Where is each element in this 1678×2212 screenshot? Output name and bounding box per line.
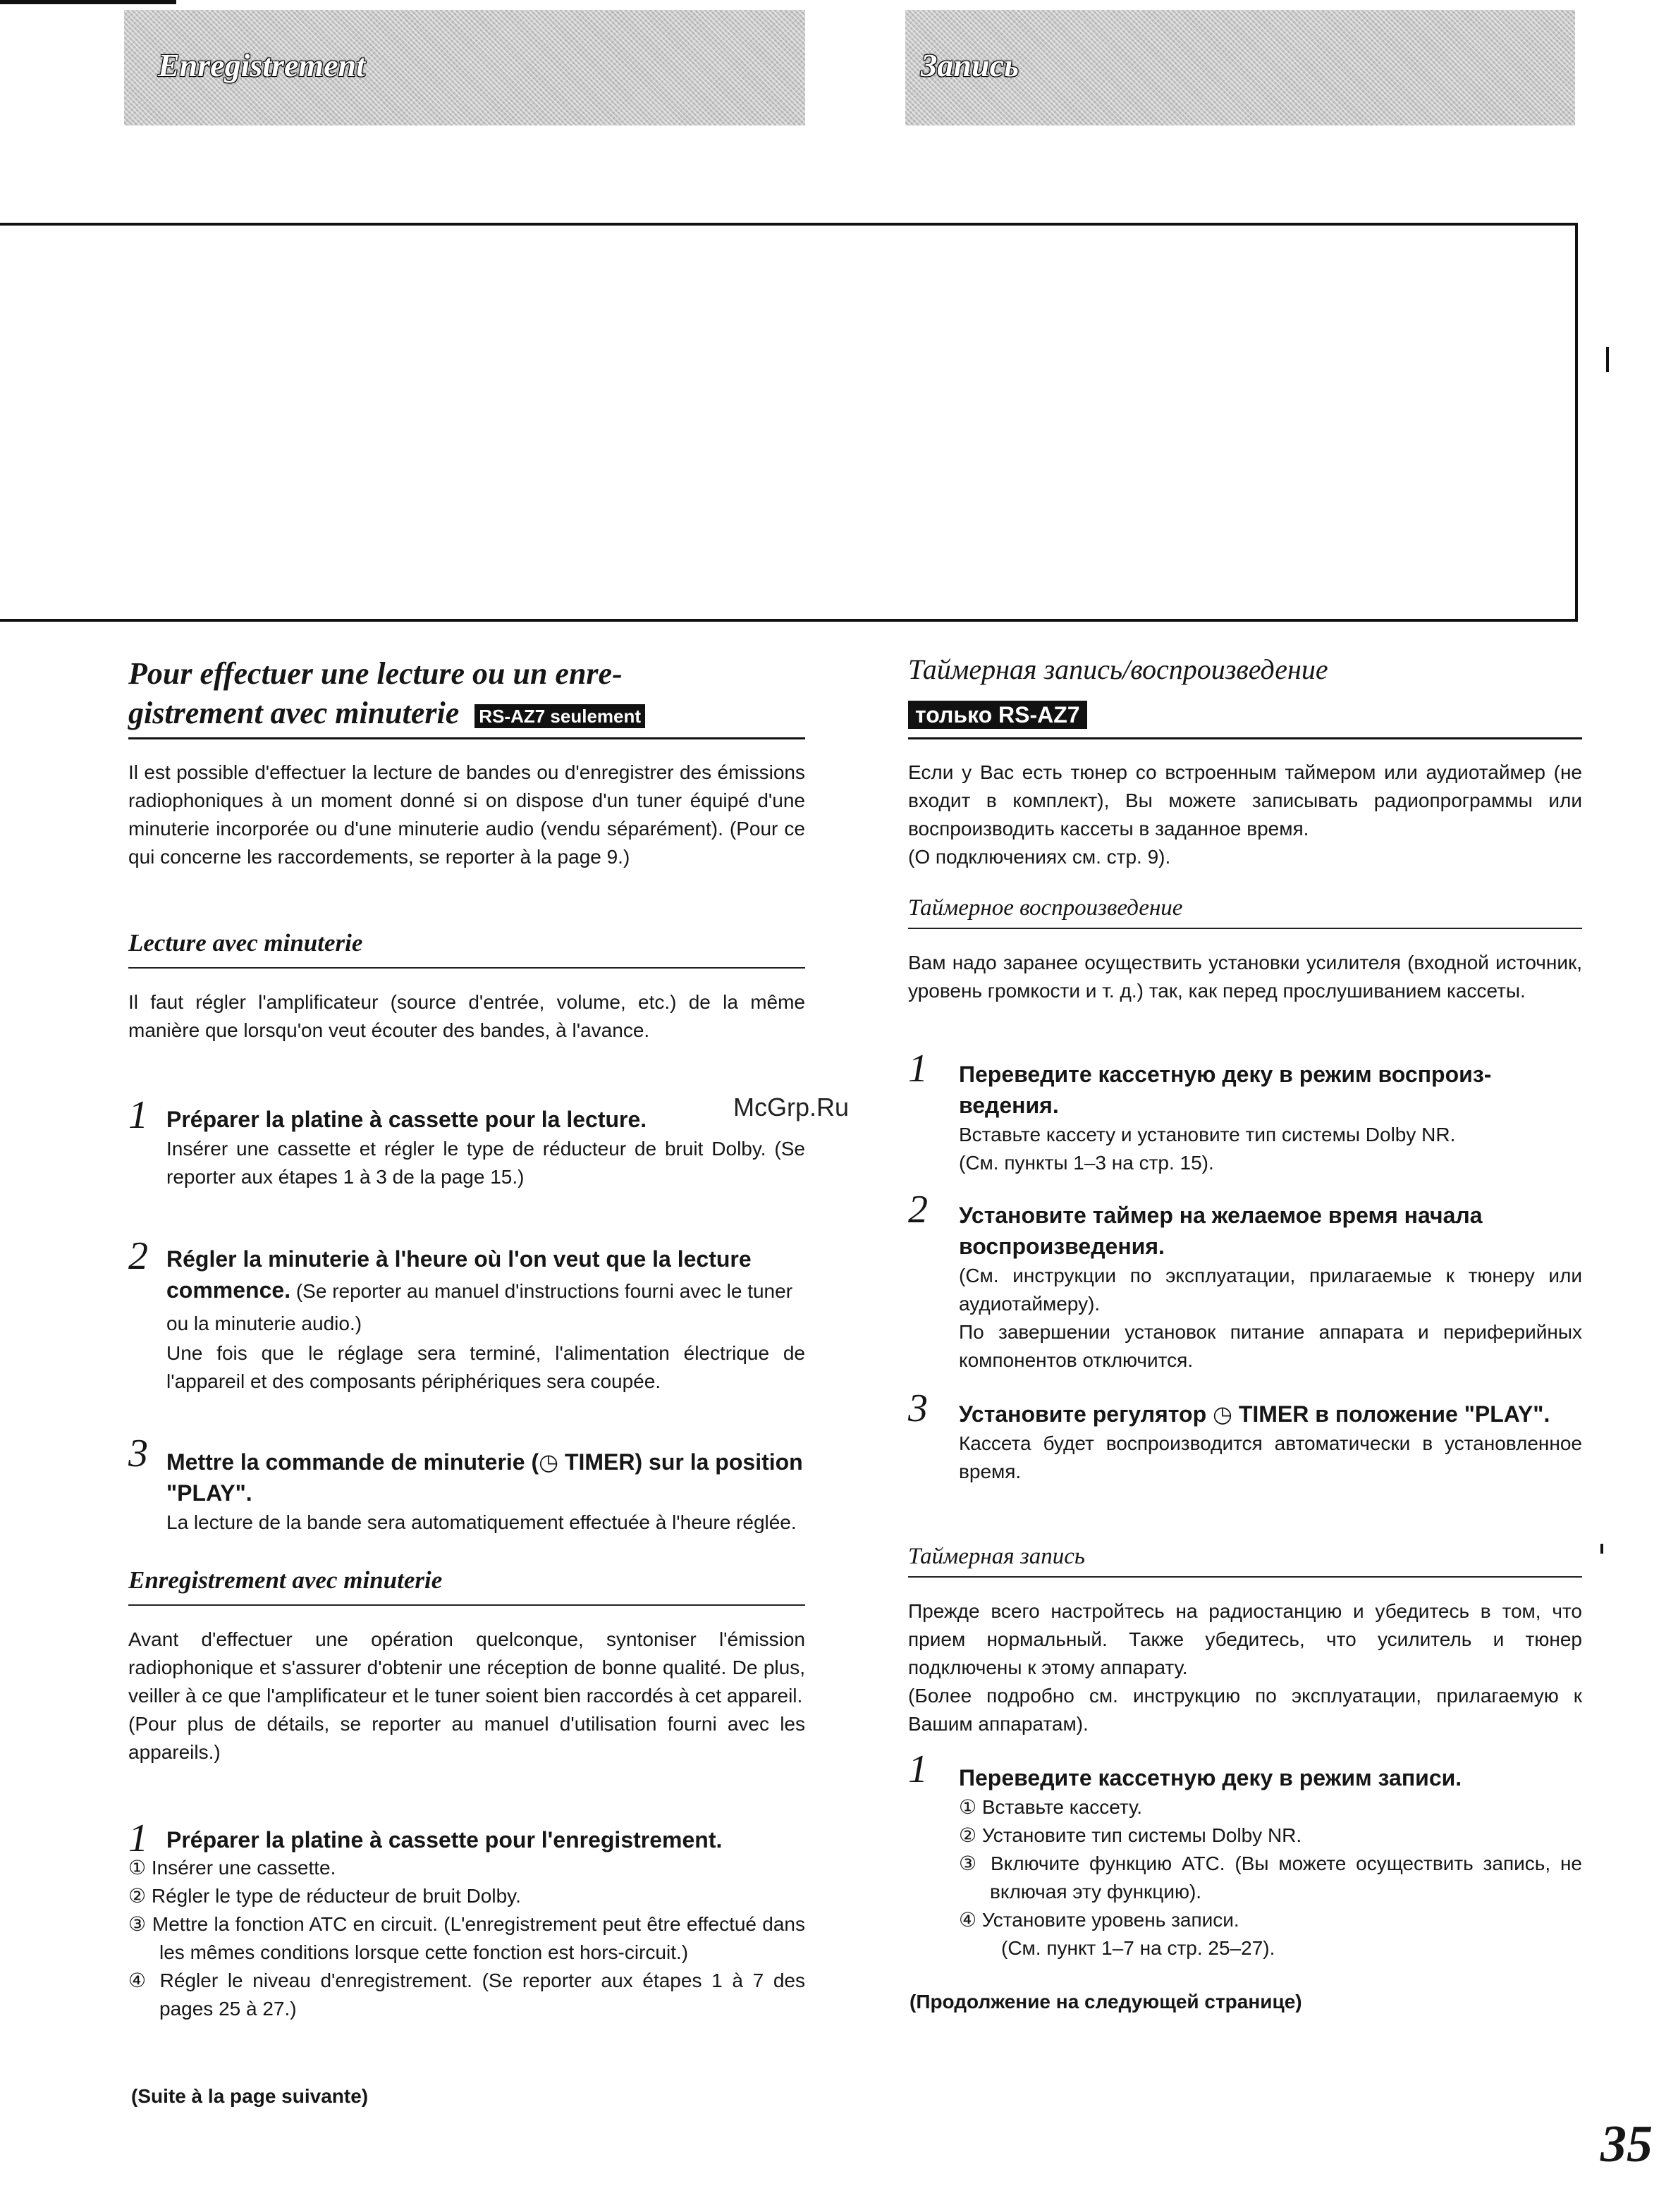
ru-recording-intro2: (Более подробно см. инструкцию по эксплуатации, прилагаемую к Вашим аппаратам). xyxy=(908,1685,1582,1735)
list-item: ① Insérer une cassette. xyxy=(128,1857,336,1879)
fr-playback-rule xyxy=(128,967,805,969)
fr-intro: Il est possible d'effectuer la lecture de bandes ou d'enregistrer des émissions radiophoniques à un moment donné si on dispose d'un tuner équipé d'une minuterie incorporée ou d'une minuterie audio (vendu séparément). (Pour ce qui concerne les raccordements, se reporter à la page 9.) xyxy=(128,761,805,868)
list-item: ② Régler le type de réducteur de bruit Dolby. xyxy=(128,1885,521,1907)
fr-rec-step1-title: Préparer la platine à cassette pour l'enregistrement. xyxy=(166,1827,723,1852)
ru-step2-number: 2 xyxy=(908,1188,928,1231)
fr-rec-step1-number: 1 xyxy=(128,1817,148,1860)
margin-mark xyxy=(1606,347,1609,372)
fr-step2-number: 2 xyxy=(128,1234,148,1278)
margin-dot xyxy=(1600,1544,1603,1554)
ru-step1-body: Вставьте кассету и установите тип системы Dolby NR. xyxy=(959,1124,1456,1145)
fr-step3 xyxy=(166,1446,805,1537)
fr-step2-title-text: Régler la minuterie à l'heure où l'on veut que la lecture commence. xyxy=(166,1246,752,1303)
ru-step3-body: Кассета будет воспроизводится автоматически в установленное время. xyxy=(959,1432,1582,1482)
fr-step2 xyxy=(166,1243,805,1396)
fr-recording-intro: Avant d'effectuer une opération quelconque, syntoniser l'émission radiophonique et s'assurer d'obtenir une réception de bonne qualité. De plus, veiller à ce que l'amplificateur et le tuner soient bien raccordés à cet appareil. xyxy=(128,1628,805,1707)
list-item: ④ Régler le niveau d'enregistrement. (Se reporter aux étapes 1 à 7 des pages 25 à 27.) xyxy=(128,1970,805,2020)
illustration-frame xyxy=(0,223,1578,622)
ru-step1 xyxy=(959,1059,1582,1177)
list-item: ③ Mettre la fonction ATC en circuit. (L'enregistrement peut être effectué dans les mêmes conditions lorsque cette fonction est hors-circuit.) xyxy=(128,1913,805,1963)
fr-step3-title: Mettre la commande de minuterie (◷ TIMER) sur la position "PLAY". xyxy=(166,1449,803,1506)
ru-step2-title: Установите таймер на желаемое время начала воспроизведения. xyxy=(959,1203,1483,1259)
ru-recording-title: Таймерная запись xyxy=(908,1544,1085,1569)
ru-step3-number: 3 xyxy=(908,1387,928,1430)
list-item: (См. пункт 1–7 на стр. 25–27). xyxy=(1001,1937,1275,1959)
ru-playback-title: Таймерное воспроизведение xyxy=(908,895,1183,921)
fr-heading-line1: Pour effectuer une lecture ou un enre- xyxy=(128,656,623,691)
fr-step2-body: Une fois que le réglage sera terminé, l'alimentation électrique de l'appareil et des composants périphériques sera coupée. xyxy=(166,1342,805,1392)
ru-step2-body2: По завершении установок питание аппарата и периферийных компонентов отключится. xyxy=(959,1321,1582,1371)
ru-intro-block xyxy=(908,758,1582,871)
ru-step1-title: Переведите кассетную деку в режим воспроизведения. xyxy=(959,1062,1492,1118)
list-item: ④ Установите уровень записи. xyxy=(959,1909,1239,1931)
ru-intro2: (О подключениях см. стр. 9). xyxy=(908,846,1171,868)
ru-rec-step1-title: Переведите кассетную деку в режим записи. xyxy=(959,1765,1462,1790)
ru-heading-text: Таймерная запись/воспроизведение xyxy=(908,653,1328,685)
fr-heading-line2 xyxy=(128,694,805,733)
list-item: ② Установите тип системы Dolby NR. xyxy=(959,1824,1302,1846)
ru-playback-intro: Вам надо заранее осуществить установки усилителя (входной источник, уровень громкости и т. д.) так, как перед прослушиванием кассеты. xyxy=(908,952,1582,1002)
fr-step1-title: Préparer la platine à cassette pour la lecture. xyxy=(166,1107,647,1132)
ru-recording-intro-block xyxy=(908,1597,1582,1738)
ru-step2-body: (См. инструкции по эксплуатации, прилагаемые к тюнеру или аудиотаймеру). xyxy=(959,1265,1582,1315)
header-title-ru: Запись xyxy=(921,47,1019,83)
fr-section-heading xyxy=(128,654,805,733)
fr-step3-body: La lecture de la bande sera automatiquement effectuée à l'heure réglée. xyxy=(166,1511,797,1533)
ru-recording-rule xyxy=(908,1576,1582,1578)
header-title-fr: Enregistrement xyxy=(158,47,365,83)
ru-heading-badge-line xyxy=(908,692,1582,732)
ru-model-badge: только RS-AZ7 xyxy=(908,701,1087,729)
ru-recording-intro: Прежде всего настройтесь на радиостанцию и убедитесь в том, что прием нормальный. Также убедитесь, что усилитель и тюнер подключены к этому аппарату. xyxy=(908,1600,1582,1678)
fr-step1-body: Insérer une cassette et régler le type de réducteur de bruit Dolby. (Se reporter aux étapes 1 à 3 de la page 15.) xyxy=(166,1138,805,1188)
fr-step1-number: 1 xyxy=(128,1093,148,1137)
top-edge-line xyxy=(0,0,176,4)
fr-heading-line2-text: gistrement avec minuterie xyxy=(128,696,460,730)
ru-rec-step1-number: 1 xyxy=(908,1747,928,1791)
ru-intro: Если у Вас есть тюнер со встроенным таймером или аудиотаймер (не входит в комплект), Вы можете записывать радиопрограммы или воспроизводить кассеты в заданное время. xyxy=(908,761,1582,840)
watermark: McGrp.Ru xyxy=(733,1093,850,1122)
fr-model-badge: RS-AZ7 seulement xyxy=(474,704,645,728)
fr-step2-title-rest: (Se reporter au manuel d'instructions fourni avec le tuner ou la minuterie audio.) xyxy=(166,1280,793,1334)
ru-step1-number: 1 xyxy=(908,1047,928,1090)
fr-step3-number: 3 xyxy=(128,1432,148,1475)
fr-step1 xyxy=(166,1104,805,1191)
fr-recording-intro2: (Pour plus de détails, se reporter au manuel d'utilisation fourni avec les appareils.) xyxy=(128,1713,805,1763)
ru-step1-body2: (См. пункты 1–3 на стр. 15). xyxy=(959,1152,1214,1174)
fr-recording-rule xyxy=(128,1604,805,1606)
ru-step3 xyxy=(959,1399,1582,1486)
ru-step2 xyxy=(959,1200,1582,1375)
fr-step2-title xyxy=(166,1243,805,1339)
list-item: ③ Включите функцию АТС. (Вы можете осуществить запись, не включая эту функцию). xyxy=(959,1852,1582,1903)
fr-heading-rule xyxy=(128,737,805,739)
ru-section-heading xyxy=(908,650,1582,732)
fr-recording-title: Enregistrement avec minuterie xyxy=(128,1566,443,1594)
fr-playback-intro: Il faut régler l'amplificateur (source d'entrée, volume, etc.) de la même manière que lorsqu'on veut écouter des bandes, à l'avance. xyxy=(128,991,805,1041)
ru-playback-rule xyxy=(908,928,1582,929)
fr-rec-step1-list xyxy=(128,1854,805,2023)
fr-continued-note: (Suite à la page suivante) xyxy=(131,2085,369,2107)
list-item: ① Вставьте кассету. xyxy=(959,1796,1142,1818)
page-number: 35 xyxy=(1600,2115,1653,2173)
fr-recording-intro-block xyxy=(128,1626,805,1766)
ru-rec-step1-list xyxy=(959,1793,1582,1962)
ru-step3-title: Установите регулятор ◷ TIMER в положение "PLAY". xyxy=(959,1401,1550,1427)
ru-heading-rule xyxy=(908,737,1582,739)
ru-continued-note: (Продолжение на следующей странице) xyxy=(910,1991,1302,2013)
fr-playback-title: Lecture avec minuterie xyxy=(128,929,363,957)
